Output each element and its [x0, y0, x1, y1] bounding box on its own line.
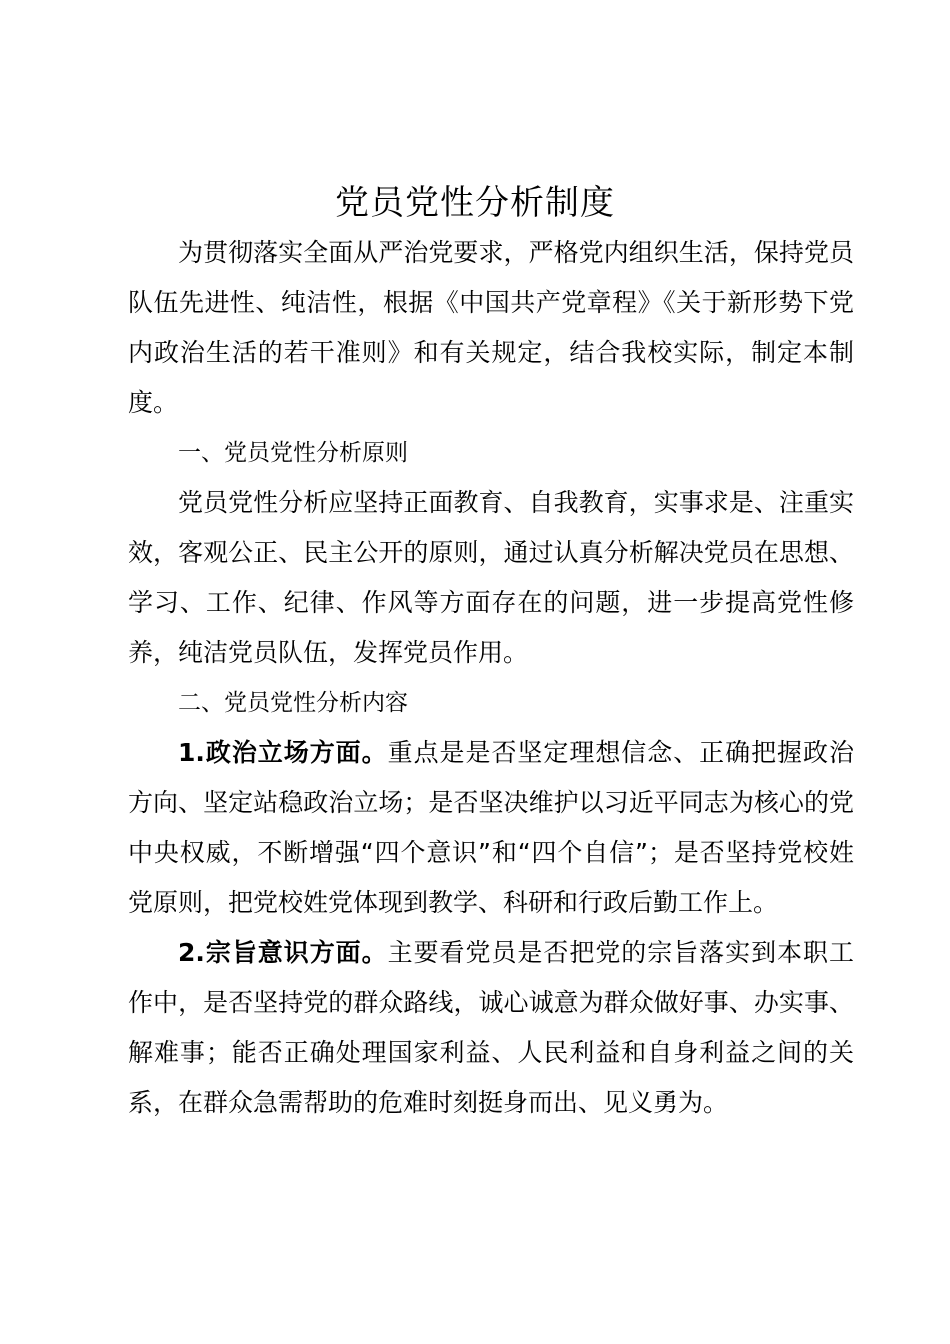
- item-lead-political-stance: 1.政治立场方面。: [178, 738, 388, 767]
- principles-paragraph: 党员党性分析应坚持正面教育、自我教育，实事求是、注重实效，客观公正、民主公开的原则，通过认真分析解决党员在思想、学习、工作、纪律、作风等方面存在的问题，进一步提高党性修养，纯洁党员队伍，发挥党员作用。: [128, 488, 854, 667]
- intro-paragraph: 为贯彻落实全面从严治党要求，严格党内组织生活，保持党员队伍先进性、纯洁性，根据《中国共产党章程》《关于新形势下党内政治生活的若干准则》和有关规定，结合我校实际，制定本制度。: [128, 238, 854, 417]
- content-item-purpose-awareness: [128, 928, 854, 1128]
- content-item-political-stance: [128, 728, 854, 928]
- document-title: 党员党性分析制度: [335, 183, 615, 223]
- item-text-political-stance: 重点是是否坚定理想信念、正确把握政治方向、坚定站稳政治立场；是否坚决维护以习近平同志为核心的党中央权威，不断增强“四个意识”和“四个自信”；是否坚持党校姓党原则，把党校姓党体现到教学、科研和行政后勤工作上。: [128, 738, 854, 917]
- item-text-purpose-awareness: 主要看党员是否把党的宗旨落实到本职工作中，是否坚持党的群众路线，诚心诚意为群众做好事、办实事、解难事；能否正确处理国家利益、人民利益和自身利益之间的关系，在群众急需帮助的危难时刻挺身而出、见义勇为。: [128, 938, 854, 1117]
- document-body: [128, 228, 854, 1128]
- section-heading-content: 二、党员党性分析内容: [178, 690, 408, 716]
- section-heading-principles: 一、党员党性分析原则: [178, 440, 408, 466]
- item-lead-purpose-awareness: 2.宗旨意识方面。: [178, 938, 388, 967]
